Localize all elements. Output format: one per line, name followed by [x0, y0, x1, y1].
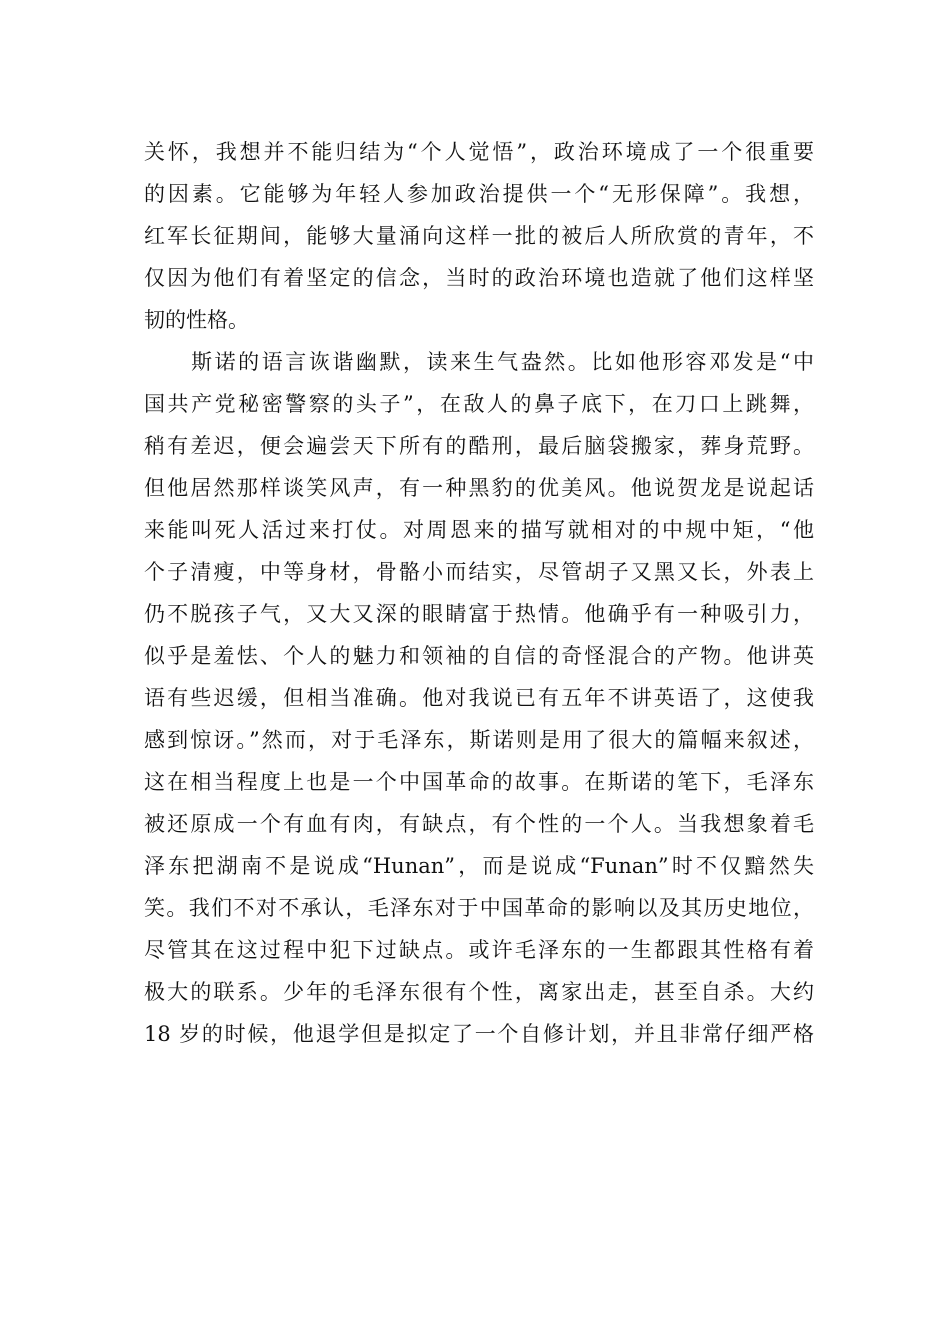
paragraph-2 — [144, 341, 814, 1055]
text-line: 这在相当程度上也是一个中国革命的故事。在斯诺的笔下，毛泽东 — [144, 770, 814, 794]
text-line: 来能叫死人活过来打仗。对周恩来的描写就相对的中规中矩，“他 — [144, 518, 814, 542]
text-line: 泽东把湖南不是说成“Hunan”，而是说成“Funan”时不仅黯然失 — [144, 854, 814, 878]
text-line: 仍不脱孩子气，又大又深的眼睛富于热情。他确乎有一种吸引力， — [144, 602, 814, 626]
text-line: 但他居然那样谈笑风声，有一种黑豹的优美风。他说贺龙是说起话 — [144, 476, 814, 500]
text-line: 关怀，我想并不能归结为“个人觉悟”，政治环境成了一个很重要 — [144, 140, 814, 164]
text-line: 语有些迟缓，但相当准确。他对我说已有五年不讲英语了，这使我 — [144, 686, 814, 710]
text-line: 似乎是羞怯、个人的魅力和领袖的自信的奇怪混合的产物。他讲英 — [144, 644, 814, 668]
text-line: 笑。我们不对不承认，毛泽东对于中国革命的影响以及其历史地位， — [144, 896, 814, 920]
text-line: 韧的性格。 — [144, 308, 249, 332]
text-line: 国共产党秘密警察的头子”，在敌人的鼻子底下，在刀口上跳舞， — [144, 392, 814, 416]
text-line: 仅因为他们有着坚定的信念，当时的政治环境也造就了他们这样坚 — [144, 266, 814, 290]
paragraph-1 — [144, 131, 814, 341]
text-line: 稍有差迟，便会遍尝天下所有的酷刑，最后脑袋搬家，葬身荒野。 — [144, 434, 814, 458]
text-line: 尽管其在这过程中犯下过缺点。或许毛泽东的一生都跟其性格有着 — [144, 938, 814, 962]
text-line: 感到惊讶。”然而，对于毛泽东，斯诺则是用了很大的篇幅来叙述， — [144, 728, 814, 752]
text-line: 斯诺的语言诙谐幽默，读来生气盎然。比如他形容邓发是“中 — [144, 350, 814, 374]
text-line: 红军长征期间，能够大量涌向这样一批的被后人所欣赏的青年，不 — [144, 224, 814, 248]
body-text — [144, 131, 814, 1055]
text-line: 极大的联系。少年的毛泽东很有个性，离家出走，甚至自杀。大约 — [144, 980, 814, 1004]
text-line: 被还原成一个有血有肉，有缺点，有个性的一个人。当我想象着毛 — [144, 812, 814, 836]
text-line: 个子清瘦，中等身材，骨骼小而结实，尽管胡子又黑又长，外表上 — [144, 560, 814, 584]
text-line: 的因素。它能够为年轻人参加政治提供一个“无形保障”。我想， — [144, 182, 814, 206]
text-line: 18 岁的时候，他退学但是拟定了一个自修计划，并且非常仔细严格 — [144, 1022, 814, 1046]
